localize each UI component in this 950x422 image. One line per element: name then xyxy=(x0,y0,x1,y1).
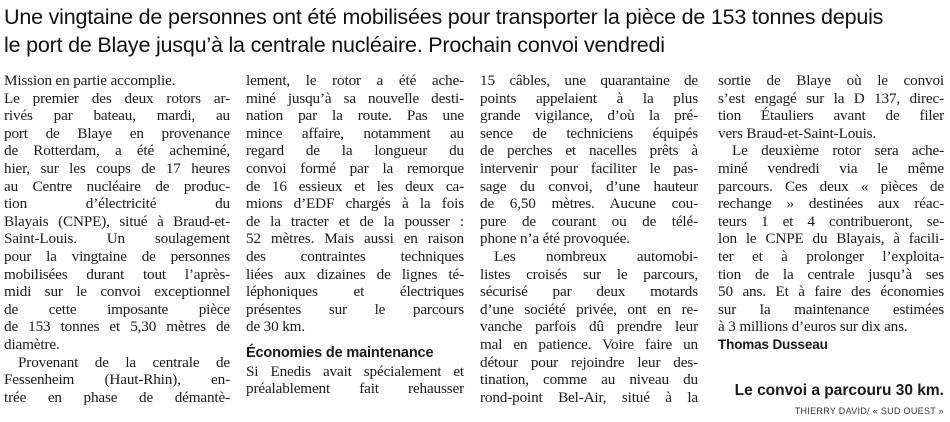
body-line: léphoniques et électriques xyxy=(246,283,464,301)
body-line: mions d’EDF chargés à la fois xyxy=(246,195,464,213)
body-line: tion Étauliers avant de filer xyxy=(718,107,944,125)
body-line: regard de la longueur du xyxy=(246,142,464,160)
body-line: Le premier des deux rotors ar- xyxy=(4,89,230,107)
body-line: miné jusqu’à sa nouvelle desti- xyxy=(246,89,464,107)
body-line: port de Blaye en provenance xyxy=(4,124,230,142)
body-line: de 16 essieux et les deux ca- xyxy=(246,177,464,195)
author-signature: Thomas Dusseau xyxy=(718,336,828,352)
article-headline xyxy=(4,3,944,59)
body-line: pure de courant ou de télé- xyxy=(480,212,698,230)
body-line: hier, sur les coups de 17 heures xyxy=(4,159,230,177)
body-line: mobilisées durant tout l’après- xyxy=(4,265,230,283)
article-column-1 xyxy=(4,72,230,406)
body-line: 52 mètres. Mais aussi en raison xyxy=(246,230,464,248)
body-line: de 30 km. xyxy=(246,318,305,336)
body-line: mince affaire, notamment au xyxy=(246,124,464,142)
body-line: Le deuxième rotor sera ache- xyxy=(732,142,944,160)
photo-caption: Le convoi a parcouru 30 km. xyxy=(734,382,944,399)
body-line: 50 ans. Et à faire des économies xyxy=(718,283,944,301)
body-line: points appelaient à la plus xyxy=(480,89,698,107)
body-line: intervenir pour faciliter le pas- xyxy=(480,159,698,177)
body-line: midi sur le convoi exceptionnel xyxy=(4,283,230,301)
body-line: s’est engagé sur la D 137, direc- xyxy=(718,89,944,107)
body-line: parcours. Ces deux « pièces de xyxy=(718,177,944,195)
section-subheading: Économies de maintenance xyxy=(246,344,434,361)
article-column-3 xyxy=(480,72,698,406)
body-line: sence de techniciens équipés xyxy=(480,124,698,142)
body-line: au Centre nucléaire de produc- xyxy=(4,177,230,195)
body-line: de 153 tonnes et 5,30 mètres de xyxy=(4,318,230,336)
body-line: teurs 1 et 4 contribueront, se- xyxy=(718,212,944,230)
body-line: Blayais (CNPE), situé à Braud-et- xyxy=(4,212,230,230)
body-line: listes croisés sur le parcours, xyxy=(480,265,698,283)
body-line: Provenant de la centrale de xyxy=(18,353,230,371)
body-line: 15 câbles, une quarantaine de xyxy=(480,72,698,89)
headline-line-1: Une vingtaine de personnes ont été mobilisées pour transporter la pièce de 153 tonnes depuis xyxy=(4,5,884,29)
body-line: de perches et nacelles prêts à xyxy=(480,142,698,160)
body-line: présentes sur le parcours xyxy=(246,300,464,318)
body-line: à 3 millions d’euros sur dix ans. xyxy=(718,318,908,336)
body-line: liées aux dizaines de lignes té- xyxy=(246,265,464,283)
photo-credit: THIERRY DAVID/ « SUD OUEST » xyxy=(794,406,944,416)
body-line: diamètre. xyxy=(4,335,60,353)
body-line: nation par la route. Pas une xyxy=(246,107,464,125)
body-line: ter et à prolonger l’exploita- xyxy=(718,247,944,265)
body-line: grande vigilance, d’où la pré- xyxy=(480,107,698,125)
body-line: préalablement fait rehausser xyxy=(246,380,464,398)
body-line: de cette imposante pièce xyxy=(4,300,230,318)
body-line: Mission en partie accomplie. xyxy=(4,72,176,89)
body-line: rechange » destinées aux réac- xyxy=(718,195,944,213)
body-line: vanche parfois dû prendre leur xyxy=(480,318,698,336)
body-line: détour pour rejoindre leur des- xyxy=(480,353,698,371)
body-line: Saint-Louis. Un soulagement xyxy=(4,230,230,248)
body-line: vers Braud-et-Saint-Louis. xyxy=(718,124,877,142)
body-line: Fessenheim (Haut-Rhin), en- xyxy=(4,371,230,389)
body-line: convoi formé par la remorque xyxy=(246,159,464,177)
body-line: Les nombreux automobi- xyxy=(494,247,698,265)
body-line: Si Enedis avait spécialement et xyxy=(246,362,464,380)
headline-line-2: le port de Blaye jusqu’à la centrale nucléaire. Prochain convoi vendredi xyxy=(4,33,665,57)
body-line: rivés par bateau, mardi, au xyxy=(4,107,230,125)
body-line: lon le CNPE du Blayais, à facili- xyxy=(718,230,944,248)
body-line: mal en patience. Voire faire un xyxy=(480,335,698,353)
body-line: sécurisé par deux motards xyxy=(480,283,698,301)
body-line: trée en phase de démantè- xyxy=(4,388,230,406)
body-line: rond-point Bel-Air, situé à la xyxy=(480,388,698,406)
body-line: lement, le rotor a été ache- xyxy=(246,72,464,89)
body-line: des contraintes techniques xyxy=(246,247,464,265)
body-line: de Rotterdam, a été acheminé, xyxy=(4,142,230,160)
body-line: de 6,50 mètres. Aucune cou- xyxy=(480,195,698,213)
body-line: de la tracter et de la pousser : xyxy=(246,212,464,230)
body-line: phone n’a été provoquée. xyxy=(480,230,630,248)
body-line: sortie de Blaye où le convoi xyxy=(718,72,944,89)
body-line: tination, comme au niveau du xyxy=(480,371,698,389)
body-line: sage du convoi, d’une hauteur xyxy=(480,177,698,195)
article-column-2 xyxy=(246,72,464,398)
body-line: miné vendredi via le même xyxy=(718,159,944,177)
body-line: tion d’électricité du xyxy=(4,195,230,213)
body-line: d’une société privée, ont en re- xyxy=(480,300,698,318)
body-line: sur la maintenance estimées xyxy=(718,300,944,318)
body-line: tion de la centrale jusqu’à ses xyxy=(718,265,944,283)
body-line: pour la vingtaine de personnes xyxy=(4,247,230,265)
article-column-4 xyxy=(718,72,944,354)
